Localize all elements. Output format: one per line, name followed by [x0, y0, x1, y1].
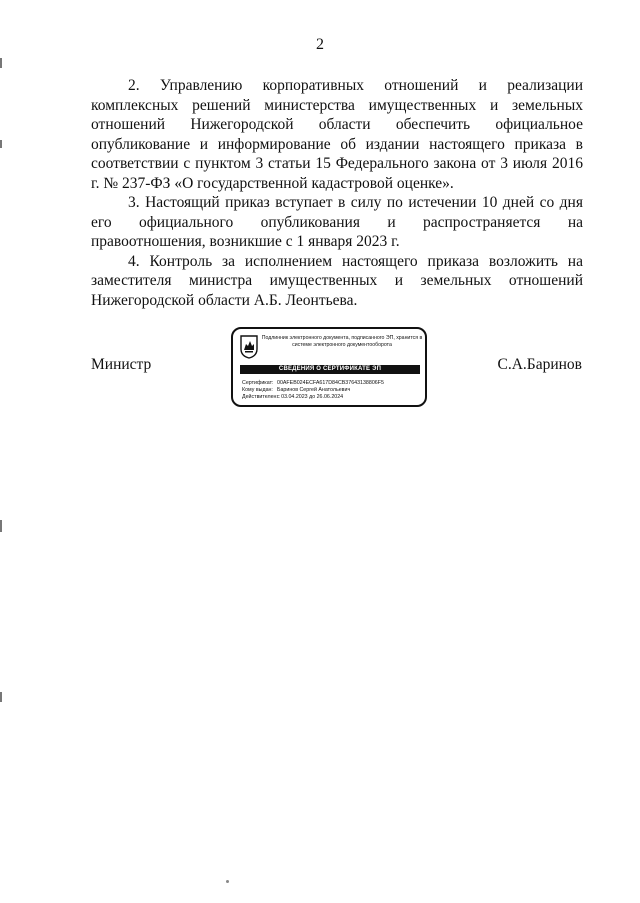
validity-line	[242, 394, 343, 401]
stamp-note: Подлинник электронного документа, подписанного ЭП, хранится в системе электронного документооборота	[261, 335, 423, 348]
scan-speck	[226, 880, 229, 883]
owner-line	[242, 387, 350, 394]
scan-edge-mark	[0, 520, 2, 532]
document-body	[91, 76, 583, 310]
paragraph-4: 4. Контроль за исполнением настоящего приказа возложить на заместителя министра имущественных и земельных отношений Нижегородской области А.Б. Леонтьева.	[91, 252, 583, 309]
certificate-value: 00AFEB024ECFA617D84CB37643138806F5	[277, 380, 384, 386]
scan-edge-mark	[0, 140, 2, 148]
coat-of-arms-icon	[240, 335, 258, 359]
paragraph-2: 2. Управлению корпоративных отношений и реализации комплексных решений министерства имущественных и земельных отношений Нижегородской области обеспечить официальное опубликование и информирование об издании настоящего приказа в соответствии с пунктом 3 статьи 15 Федерального закона от 3 июля 2016 г. № 237-ФЗ «О государственной кадастровой оценке».	[91, 77, 583, 192]
owner-value: Баринов Сергей Анатольевич	[277, 387, 351, 393]
page-number: 2	[316, 36, 324, 53]
validity-label: Действителен:	[242, 394, 278, 400]
scan-edge-mark	[0, 58, 2, 68]
signatory-position: Министр	[91, 356, 152, 373]
owner-label: Кому выдан:	[242, 387, 273, 393]
electronic-signature-stamp	[231, 327, 427, 407]
certificate-line	[242, 380, 384, 387]
paragraph-3: 3. Настоящий приказ вступает в силу по истечении 10 дней со дня его официального опубликования и распространяется на правоотношения, возникшие с 1 января 2023 г.	[91, 194, 583, 250]
signature-block	[0, 327, 640, 411]
stamp-header: СВЕДЕНИЯ О СЕРТИФИКАТЕ ЭП	[240, 365, 420, 374]
signatory-name: С.А.Баринов	[497, 356, 582, 373]
certificate-label: Сертификат:	[242, 380, 274, 386]
validity-value: с 03.04.2023 до 26.06.2024	[277, 394, 344, 400]
scan-edge-mark	[0, 692, 2, 702]
